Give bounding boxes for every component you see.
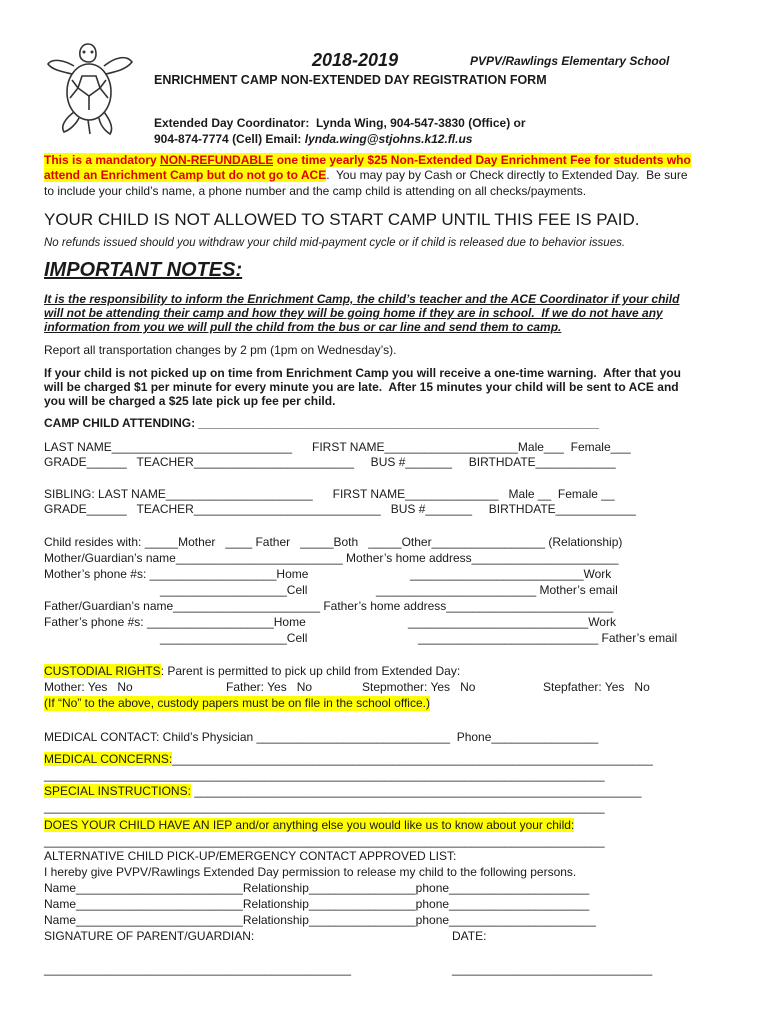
responsibility-line-3: information from you we will pull the child from the bus or car line and send them to camp. [44,320,562,334]
coordinator-email[interactable]: lynda.wing@stjohns.k12.fl.us [304,132,473,146]
coordinator-line: Extended Day Coordinator: Lynda Wing, 904-547-3830 (Office) or [154,116,526,130]
fee-line-2: attend an Enrichment Camp but do not go to ACE. You may pay by Cash or Check directly to Extended Day. Be sure [44,168,688,182]
contact-row-3[interactable]: Name_________________________Relationship________________phone______________________ [44,913,596,927]
release-permission: I hereby give PVPV/Rawlings Extended Day permission to release my child to the following persons. [44,865,577,879]
father-name-field[interactable]: Father/Guardian’s name______________________ Father’s home address_________________________ [44,599,614,613]
medical-concerns-line[interactable]: ____________________________________________________________________________________ [44,768,605,782]
iep-question: DOES YOUR CHILD HAVE AN IEP and/or anything else you would like us to know about your child: [44,818,575,832]
mother-name-field[interactable]: Mother/Guardian’s name_________________________ Mother’s home address______________________ [44,551,619,565]
child-grade-field[interactable]: GRADE______ TEACHER________________________ BUS #_______ BIRTHDATE____________ [44,455,616,469]
form-title: ENRICHMENT CAMP NON-EXTENDED DAY REGISTRATION FORM [154,73,547,87]
signature-line[interactable]: ______________________________________________ [44,962,351,976]
fee-line-3: to include your child’s name, a phone number and the camp child is attending on all checks/payments. [44,184,587,198]
mother-cell-field[interactable]: ___________________Cell [160,583,308,597]
date-label: DATE: [452,929,487,943]
father-cell-field[interactable]: ___________________Cell [160,631,308,645]
father-home-phone-field[interactable]: Father’s phone #s: ___________________Home [44,615,306,629]
camp-attending-field[interactable]: CAMP CHILD ATTENDING: ____________________________________________________________ [44,416,599,430]
fee-warning: YOUR CHILD IS NOT ALLOWED TO START CAMP UNTIL THIS FEE IS PAID. [44,210,640,229]
responsibility-line-1: It is the responsibility to inform the Enrichment Camp, the child’s teacher and the ACE Coordinator if your child [44,292,680,306]
special-instructions-field[interactable]: SPECIAL INSTRUCTIONS: ___________________________________________________________________ [44,784,642,798]
mother-work-phone-field[interactable]: __________________________Work [410,567,612,581]
mother-home-phone-field[interactable]: Mother’s phone #s: ___________________Home [44,567,309,581]
special-instructions-line[interactable]: ____________________________________________________________________________________ [44,800,605,814]
refund-policy: No refunds issued should you withdraw your child mid-payment cycle or if child is released due to behavior issues. [44,237,626,249]
important-notes-heading: IMPORTANT NOTES: [44,259,243,281]
contact-row-1[interactable]: Name_________________________Relationship________________phone_____________________ [44,881,590,895]
turtle-logo [44,40,136,138]
coordinator-contact: 904-874-7774 (Cell) Email: lynda.wing@stjohns.k12.fl.us [154,132,473,146]
custody-stepmother-option[interactable]: Stepmother: Yes No [362,680,476,694]
medical-concerns-field[interactable]: MEDICAL CONCERNS:________________________________________________________________________ [44,752,653,766]
sibling-name-field[interactable]: SIBLING: LAST NAME______________________ FIRST NAME______________ Male __ Female __ [44,487,615,501]
sibling-grade-field[interactable]: GRADE______ TEACHER____________________________ BUS #_______ BIRTHDATE____________ [44,502,636,516]
custody-papers-note: (If “No” to the above, custody papers must be on file in the school office.) [44,696,430,710]
medical-contact-field[interactable]: MEDICAL CONTACT: Child’s Physician _____________________________ Phone________________ [44,730,599,744]
iep-answer-line[interactable]: ____________________________________________________________________________________ [44,834,605,848]
fee-line-1: This is a mandatory NON-REFUNDABLE one time yearly $25 Non-Extended Day Enrichment Fee for students who [44,153,691,167]
pickup-line-1: If your child is not picked up on time from Enrichment Camp you will receive a one-time warning. After that you [44,366,681,380]
custody-mother-option[interactable]: Mother: Yes No [44,680,133,694]
father-email-field[interactable]: ___________________________ Father’s email [418,631,678,645]
signature-label: SIGNATURE OF PARENT/GUARDIAN: [44,929,255,943]
father-work-phone-field[interactable]: ___________________________Work [408,615,616,629]
pickup-line-3: you will be charged a $25 late pick up fee per child. [44,394,336,408]
mother-email-field[interactable]: ________________________ Mother’s email [376,583,618,597]
custody-father-option[interactable]: Father: Yes No [226,680,313,694]
custody-stepfather-option[interactable]: Stepfather: Yes No [543,680,650,694]
child-name-field[interactable]: LAST NAME___________________________ FIRST NAME____________________Male___ Female___ [44,440,631,454]
child-resides-field[interactable]: Child resides with: _____Mother ____ Father _____Both _____Other_________________ (Relationship) [44,535,623,549]
form-year: 2018-2019 [312,50,399,70]
transport-note: Report all transportation changes by 2 pm (1pm on Wednesday’s). [44,343,397,357]
date-line[interactable]: ______________________________ [452,962,653,976]
school-name: PVPV/Rawlings Elementary School [470,54,670,68]
responsibility-line-2: will not be attending their camp and how they will be going home if they are in school. If we do not have any [44,306,663,320]
contact-row-2[interactable]: Name_________________________Relationship________________phone_____________________ [44,897,590,911]
emergency-contact-title: ALTERNATIVE CHILD PICK-UP/EMERGENCY CONTACT APPROVED LIST: [44,849,457,863]
pickup-line-2: will be charged $1 per minute for every minute you are late. After 15 minutes your child will be sent to ACE and [44,380,679,394]
custodial-rights: CUSTODIAL RIGHTS: Parent is permitted to pick up child from Extended Day: [44,664,461,678]
